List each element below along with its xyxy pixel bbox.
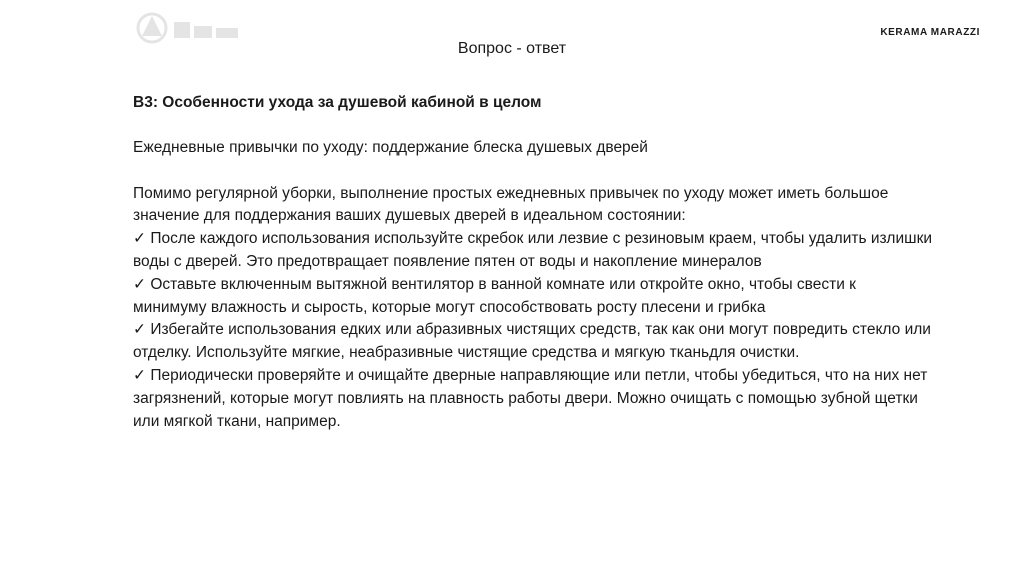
slide-content bbox=[133, 92, 933, 433]
checkmark-icon: ✓ bbox=[133, 230, 146, 248]
list-item-text: После каждого использования используйте скребок или лезвие с резиновым краем, чтобы удалить излишки воды с дверей. Это предотвращает появление пятен от воды и накопление минералов bbox=[133, 230, 933, 270]
list-item-text: Избегайте использования едких или абразивных чистящих средств, так как они могут повредить стекло или отделку. Используйте мягкие, неабразивные чистящие средства и мягкую тканьдля очистки. bbox=[133, 321, 931, 362]
checkmark-icon: ✓ bbox=[133, 366, 146, 384]
list-item-text: Периодически проверяйте и очищайте дверные направляющие или петли, чтобы убедиться, что на них нет загрязнений, которые могут повлиять на плавность работы двери. Можно очищать с помощью зубной щетки или мягкой ткани, например. bbox=[133, 366, 928, 430]
brand-logo-text: KERAMA MARAZZI bbox=[880, 27, 980, 38]
page-title: Вопрос - ответ bbox=[457, 40, 567, 57]
list-item bbox=[133, 228, 933, 274]
list-item-text: Оставьте включенным вытяжной вентилятор в ванной комнате или откройте окно, чтобы свести к минимуму влажность и сырость, которые могут способствовать росту плесени и грибка bbox=[133, 275, 856, 316]
section-subtitle: Ежедневные привычки по уходу: поддержание блеска душевых дверей bbox=[133, 138, 648, 156]
list-item bbox=[133, 365, 933, 433]
tips-list bbox=[133, 228, 933, 433]
intro-paragraph: Помимо регулярной уборки, выполнение простых ежедневных привычек по уходу может иметь большое значение для поддержания ваших душевых дверей в идеальном состоянии: bbox=[133, 184, 889, 225]
list-item bbox=[133, 274, 933, 320]
checkmark-icon: ✓ bbox=[133, 275, 146, 293]
checkmark-icon: ✓ bbox=[133, 321, 146, 339]
list-item bbox=[133, 319, 933, 365]
question-heading: В3: Особенности ухода за душевой кабиной в целом bbox=[133, 94, 542, 111]
